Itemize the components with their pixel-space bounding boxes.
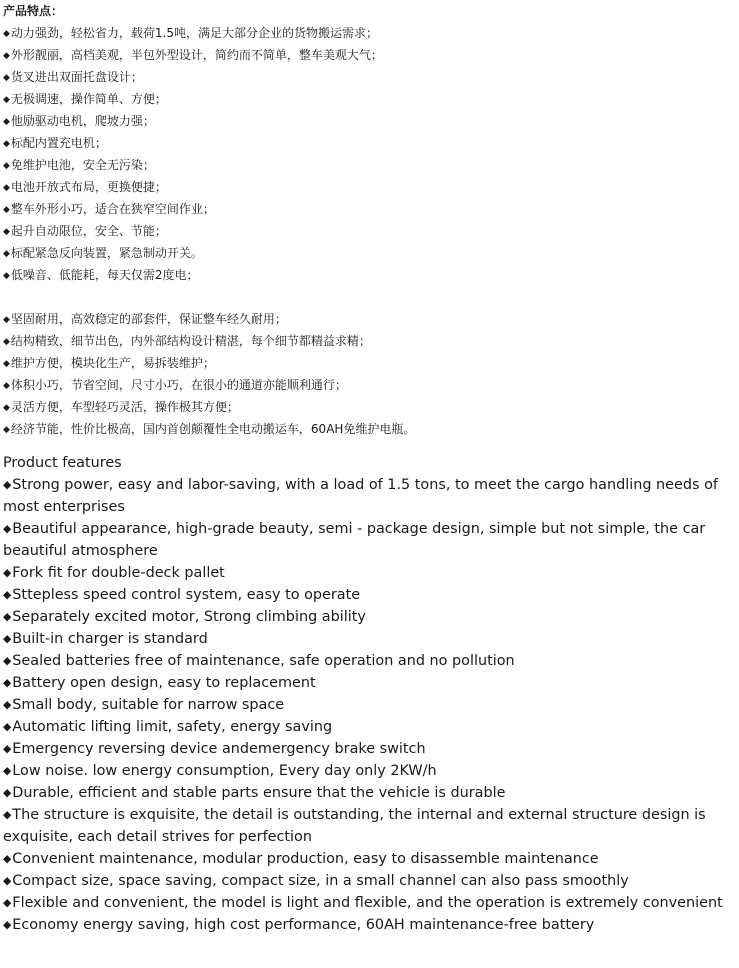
diamond-bullet-icon: ◆	[3, 522, 12, 535]
feature-text: Separately excited motor, Strong climbing ability	[12, 609, 366, 625]
feature-text: Automatic lifting limit, safety, energy saving	[12, 719, 333, 735]
diamond-bullet-icon: ◆	[3, 588, 12, 601]
feature-item	[3, 88, 739, 110]
feature-text: 免维护电池，安全无污染；	[10, 158, 155, 172]
diamond-bullet-icon: ◆	[3, 29, 10, 39]
diamond-bullet-icon: ◆	[3, 566, 12, 579]
feature-item	[3, 518, 739, 562]
feature-item	[3, 738, 739, 760]
feature-item	[3, 396, 739, 418]
diamond-bullet-icon: ◆	[3, 95, 10, 105]
diamond-bullet-icon: ◆	[3, 117, 10, 127]
feature-text: Sealed batteries free of maintenance, safe operation and no pollution	[12, 653, 515, 669]
feature-text: 电池开放式布局，更换便捷；	[10, 180, 167, 194]
feature-text: 无极调速，操作简单、方便；	[10, 92, 167, 106]
diamond-bullet-icon: ◆	[3, 698, 12, 711]
feature-text: 维护方便，模块化生产，易拆装维护；	[10, 356, 215, 370]
feature-item	[3, 330, 739, 352]
feature-item	[3, 110, 739, 132]
diamond-bullet-icon: ◆	[3, 764, 12, 777]
feature-item	[3, 418, 739, 440]
feature-item	[3, 782, 739, 804]
diamond-bullet-icon: ◆	[3, 632, 12, 645]
diamond-bullet-icon: ◆	[3, 610, 12, 623]
feature-text: Sttepless speed control system, easy to operate	[12, 587, 361, 603]
feature-item	[3, 308, 739, 330]
diamond-bullet-icon: ◆	[3, 874, 12, 887]
diamond-bullet-icon: ◆	[3, 161, 10, 171]
feature-text: The structure is exquisite, the detail is outstanding, the internal and external structure design is exquisite, each detail strives for perfection	[3, 807, 706, 845]
feature-item	[3, 628, 739, 650]
feature-item	[3, 804, 739, 848]
feature-item	[3, 584, 739, 606]
feature-text: Economy energy saving, high cost performance, 60AH maintenance-free battery	[12, 917, 595, 933]
feature-item	[3, 474, 739, 518]
english-features-title: Product features	[3, 455, 122, 471]
feature-item	[3, 176, 739, 198]
chinese-features-title: 产品特点：	[3, 4, 64, 18]
feature-item	[3, 694, 739, 716]
english-features-list	[3, 474, 739, 936]
feature-text: 体积小巧，节省空间，尺寸小巧，在很小的通道亦能顺利通行；	[10, 378, 347, 392]
feature-item	[3, 914, 739, 936]
diamond-bullet-icon: ◆	[3, 337, 10, 347]
feature-item	[3, 132, 739, 154]
diamond-bullet-icon: ◆	[3, 896, 12, 909]
feature-text: 动力强劲，轻松省力，载荷1.5吨，满足大部分企业的货物搬运需求；	[10, 26, 379, 40]
feature-text: Small body, suitable for narrow space	[12, 697, 285, 713]
feature-text: Convenient maintenance, modular production, easy to disassemble maintenance	[12, 851, 599, 867]
section-spacer	[3, 286, 739, 308]
diamond-bullet-icon: ◆	[3, 359, 10, 369]
diamond-bullet-icon: ◆	[3, 676, 12, 689]
diamond-bullet-icon: ◆	[3, 742, 12, 755]
diamond-bullet-icon: ◆	[3, 918, 12, 931]
feature-text: Durable, efficient and stable parts ensure that the vehicle is durable	[12, 785, 506, 801]
diamond-bullet-icon: ◆	[3, 403, 10, 413]
diamond-bullet-icon: ◆	[3, 315, 10, 325]
feature-item	[3, 374, 739, 396]
diamond-bullet-icon: ◆	[3, 51, 10, 61]
feature-text: 结构精致，细节出色，内外部结构设计精湛，每个细节都精益求精；	[10, 334, 371, 348]
feature-item	[3, 672, 739, 694]
feature-text: Low noise. low energy consumption, Every day only 2KW/h	[12, 763, 437, 779]
feature-item	[3, 848, 739, 870]
feature-item	[3, 242, 739, 264]
feature-item	[3, 892, 739, 914]
diamond-bullet-icon: ◆	[3, 425, 10, 435]
diamond-bullet-icon: ◆	[3, 478, 12, 491]
feature-item	[3, 352, 739, 374]
feature-text: Emergency reversing device andemergency brake switch	[12, 741, 426, 757]
diamond-bullet-icon: ◆	[3, 271, 10, 281]
feature-item	[3, 606, 739, 628]
feature-item	[3, 650, 739, 672]
chinese-features-list-1	[3, 22, 739, 286]
feature-item	[3, 220, 739, 242]
feature-text: Beautiful appearance, high-grade beauty, semi - package design, simple but not simple, the car beautiful atmosphere	[3, 521, 706, 559]
feature-item	[3, 760, 739, 782]
feature-text: 整车外形小巧，适合在狭窄空间作业；	[10, 202, 215, 216]
feature-text: Battery open design, easy to replacement	[12, 675, 316, 691]
feature-text: 经济节能，性价比极高，国内首创颠覆性全电动搬运车，60AH免维护电瓶。	[10, 422, 416, 436]
chinese-features-list-2	[3, 308, 739, 440]
feature-text: Strong power, easy and labor-saving, with a load of 1.5 tons, to meet the cargo handling needs of most enterprises	[3, 477, 718, 515]
diamond-bullet-icon: ◆	[3, 139, 10, 149]
feature-text: 坚固耐用，高效稳定的部套件，保证整车经久耐用；	[10, 312, 287, 326]
diamond-bullet-icon: ◆	[3, 73, 10, 83]
feature-item	[3, 198, 739, 220]
feature-text: 灵活方便，车型轻巧灵活，操作极其方便；	[10, 400, 239, 414]
feature-item	[3, 716, 739, 738]
feature-item	[3, 22, 739, 44]
feature-text: 外形靓丽，高档美观，半包外型设计，简约而不简单，整车美观大气；	[10, 48, 383, 62]
feature-text: 货叉进出双面托盘设计；	[10, 70, 143, 84]
diamond-bullet-icon: ◆	[3, 786, 12, 799]
feature-item	[3, 264, 739, 286]
feature-item	[3, 154, 739, 176]
feature-item	[3, 562, 739, 584]
feature-text: Built-in charger is standard	[12, 631, 208, 647]
feature-text: Fork fit for double-deck pallet	[12, 565, 225, 581]
diamond-bullet-icon: ◆	[3, 249, 10, 259]
diamond-bullet-icon: ◆	[3, 183, 10, 193]
feature-text: Flexible and convenient, the model is light and flexible, and the operation is extremely convenient	[12, 895, 723, 911]
diamond-bullet-icon: ◆	[3, 205, 10, 215]
diamond-bullet-icon: ◆	[3, 808, 12, 821]
feature-text: 标配紧急反向装置，紧急制动开关。	[10, 246, 203, 260]
feature-item	[3, 870, 739, 892]
diamond-bullet-icon: ◆	[3, 654, 12, 667]
chinese-features-section	[3, 0, 739, 440]
feature-text: 起升自动限位，安全、节能；	[10, 224, 167, 238]
diamond-bullet-icon: ◆	[3, 381, 10, 391]
feature-item	[3, 44, 739, 66]
feature-text: 他励驱动电机，爬坡力强；	[10, 114, 155, 128]
english-features-section	[3, 452, 739, 936]
feature-text: 标配内置充电机；	[10, 136, 107, 150]
feature-item	[3, 66, 739, 88]
diamond-bullet-icon: ◆	[3, 852, 12, 865]
diamond-bullet-icon: ◆	[3, 227, 10, 237]
diamond-bullet-icon: ◆	[3, 720, 12, 733]
feature-text: Compact size, space saving, compact size, in a small channel can also pass smoothly	[12, 873, 629, 889]
feature-text: 低噪音、低能耗，每天仅需2度电；	[10, 268, 199, 282]
